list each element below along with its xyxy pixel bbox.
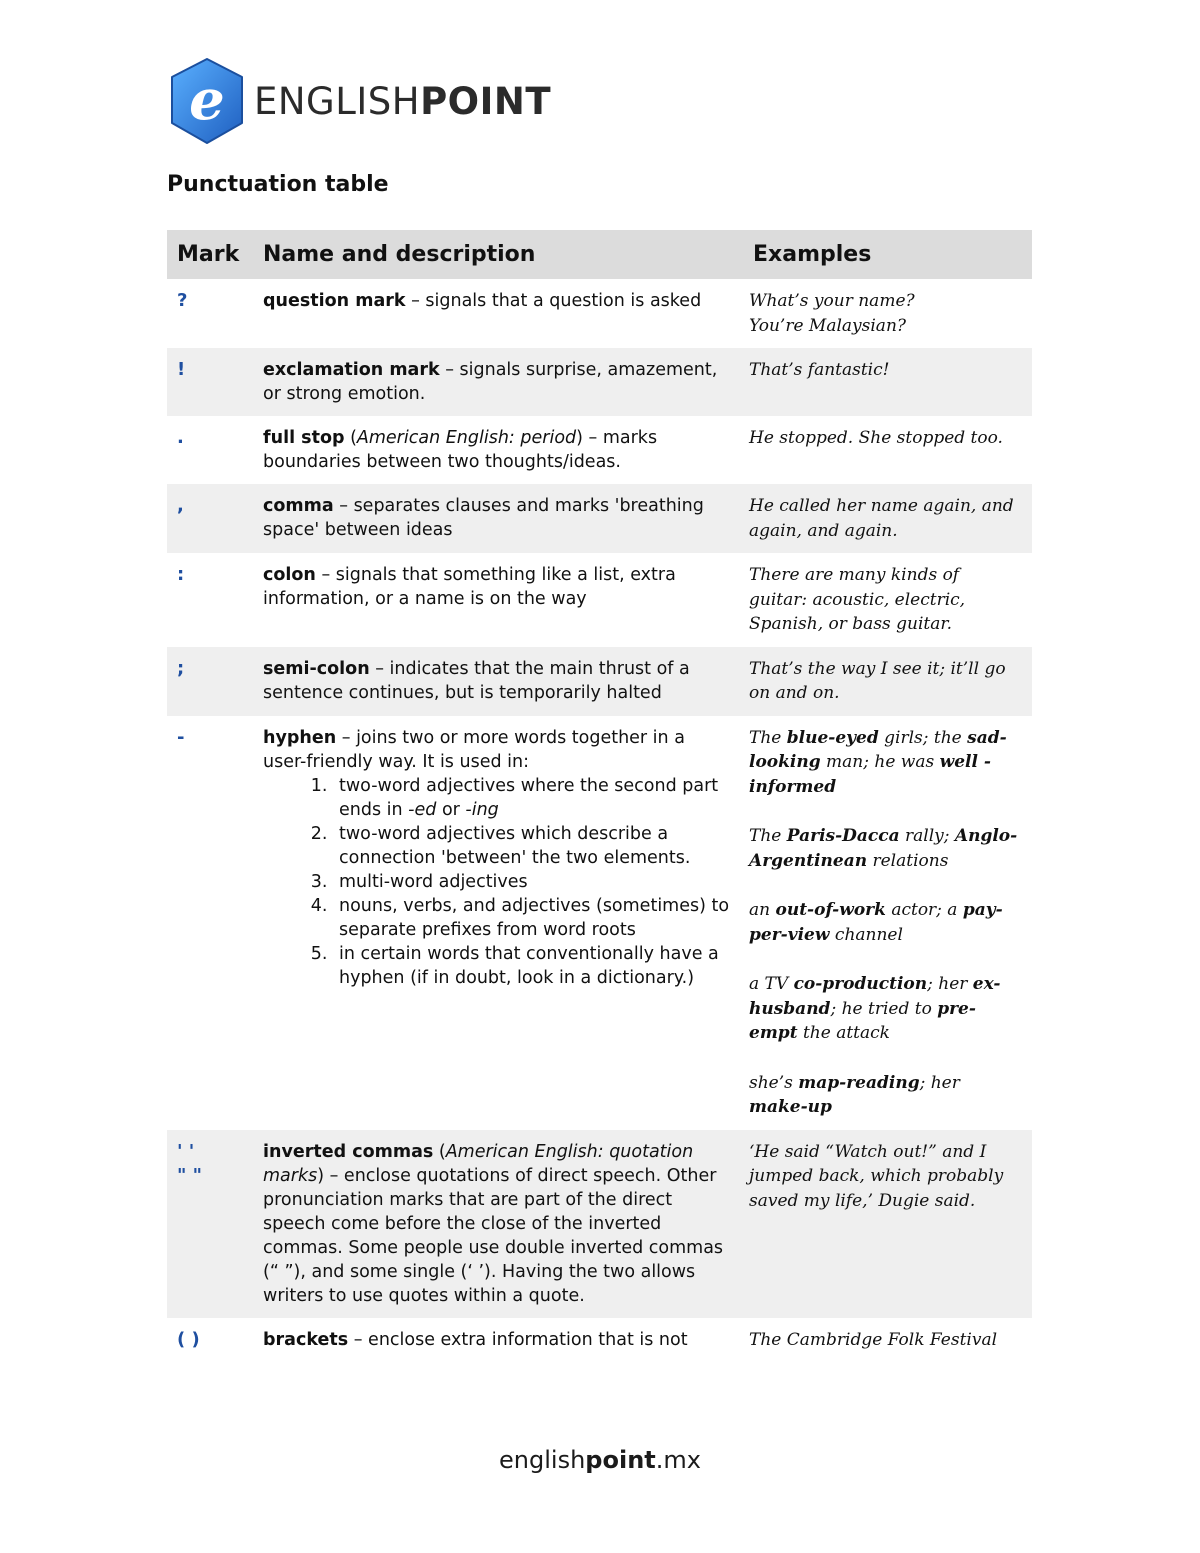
example-bold: blue-eyed [786,727,879,748]
description-text: – enclose extra information that is not [348,1329,688,1350]
description-cell [253,484,743,553]
examples-cell [743,716,1032,1130]
brand-name-light: ENGLISH [254,79,421,123]
example-bold: pay-per-view [749,900,1003,945]
mark-cell: : [177,564,185,585]
american-note: American English: quotation marks [263,1141,694,1186]
mark-cell: ( ) [177,1328,200,1350]
examples-cell [743,484,1032,553]
example-text: man; he was [820,752,940,772]
example-text: girls; the [878,727,968,748]
list-text: or [436,799,466,820]
description-cell [253,1318,743,1363]
example-text: ; her [927,974,973,994]
punctuation-table [167,230,1032,1362]
description-cell [253,647,743,716]
brand-name-bold: POINT [420,79,552,123]
example-text: she’s [749,1072,799,1093]
term: brackets [263,1329,349,1350]
header-description: Name and description [253,230,743,279]
description-cell [253,279,743,348]
description-text: – separates clauses and marks 'breathing space' between ideas [263,496,704,540]
example-bold: Paris-Dacca [786,826,900,846]
englishpoint-logo-icon [168,57,246,145]
list-item [333,774,733,822]
description-text: – signals surprise, amazement, or strong emotion. [263,360,718,404]
mark-cell: . [177,427,184,448]
table-row-semi-colon [167,647,1032,716]
term: question mark [263,291,406,311]
header-mark: Mark [167,230,253,279]
description-text: ) – enclose quotations of direct speech. Other pronunciation marks that are part of the direct speech come before the close of the inverted commas. Some people use double inverted commas (“ ”), and some single (‘ ’). Having the two allows writers to use quotes within a quote. [263,1165,724,1306]
example: What’s your name? [749,291,915,311]
table-row-question-mark [167,279,1032,348]
term: hyphen [263,727,337,748]
table-header-row [167,230,1032,279]
table-row-colon [167,553,1032,647]
example-text: relations [867,850,949,871]
table-row-exclamation-mark [167,348,1032,416]
table-row-brackets [167,1318,1032,1363]
description-cell [253,416,743,484]
example-bold: map-reading [798,1072,920,1093]
example-bold: out-of-work [775,900,886,920]
example: ‘He said “Watch out!” and I jumped back, which probably saved my life,’ Dugie said. [749,1141,1004,1211]
mark-cell: ? [177,290,188,311]
examples-cell [743,279,1032,348]
description-text: – joins two or more words together in a user-friendly way. It is used in: [263,727,685,772]
example: There are many kinds of guitar: acoustic, electric, Spanish, or bass guitar. [749,565,966,634]
example-text: a TV [749,974,794,994]
example-block [749,726,1022,800]
page-title: Punctuation table [167,172,389,197]
examples-cell [743,348,1032,416]
footer-bold: point [585,1446,656,1474]
description-text: – signals that a question is asked [405,291,702,311]
example-block [749,824,1022,873]
brand-name [254,80,551,123]
mark-cell [167,1130,253,1318]
example: He stopped. She stopped too. [749,428,1003,448]
description-cell [253,716,743,1130]
example-block [749,1071,1022,1120]
list-italic: -ing [465,799,499,820]
examples-cell [743,553,1032,647]
term: full stop [263,428,345,448]
mark-double-quotes: " " [177,1164,203,1186]
example-text: The [749,826,787,846]
mark-cell: ! [167,348,253,416]
term: comma [263,496,334,516]
footer-light: english [499,1446,586,1474]
description-cell [253,348,743,416]
example-bold: ex-husband [749,974,1001,1019]
list-item: 5. in certain words that conventionally have a hyphen (if in doubt, look in a dictionary.) [333,942,733,990]
list-item: 2. two-word adjectives which describe a connection 'between' the two elements. [333,822,733,870]
description-text: – signals that something like a list, extra information, or a name is on the way [263,565,676,609]
description-pre: ( [344,428,357,448]
term: inverted commas [263,1141,434,1162]
list-text: two-word adjectives where the second part ends in [339,775,719,820]
example-text: the attack [797,1023,890,1043]
example-bold: make-up [749,1097,832,1117]
footer-tail: .mx [655,1446,701,1474]
table-row-comma [167,484,1032,553]
mark-single-quotes: ' ' [177,1140,195,1162]
footer-website [0,1446,1200,1474]
examples-cell [743,647,1032,716]
list-item: 3. multi-word adjectives [333,870,733,894]
brand-logo [168,56,551,146]
example: He called her name again, and again, and again. [749,496,1014,541]
description-pre: ( [433,1141,446,1162]
examples-cell [743,1318,1032,1363]
example-text: actor; a [885,900,963,920]
example-text: channel [829,924,903,945]
description-text: – indicates that the main thrust of a sentence continues, but is temporarily halted [263,658,690,703]
hyphen-usage-list [263,774,733,990]
mark-cell: , [167,484,253,553]
example-bold: Anglo-Argentinean [749,826,1018,871]
description-cell [253,1130,743,1318]
example-text: ; her [919,1072,960,1093]
example-bold: well -informed [749,752,991,797]
example: That’s the way I see it; it’ll go on and on. [749,658,1006,703]
example-text: rally; [899,826,955,846]
term: semi-colon [263,658,370,679]
example-bold: sad-looking [749,727,1007,772]
description-cell [253,553,743,647]
table-row-full-stop [167,416,1032,484]
table-row-inverted-commas [167,1130,1032,1318]
term: colon [263,565,316,585]
table-row-hyphen [167,716,1032,1130]
description-text: ) – marks boundaries between two thoughts/ideas. [263,428,658,472]
mark-cell: ; [167,647,253,716]
example-text: The [749,727,787,748]
example-text: ; he tried to [830,998,938,1019]
example-bold: co-production [793,974,928,994]
list-italic: -ed [408,799,437,820]
mark-cell: - [177,726,185,748]
example-block [749,898,1022,947]
example: You’re Malaysian? [749,315,907,336]
logo-letter: e [189,67,225,133]
american-note: American English: period [356,428,577,448]
example: That’s fantastic! [749,360,890,380]
example-block [749,972,1022,1046]
header-examples: Examples [743,230,1032,279]
example-text: an [749,900,776,920]
term: exclamation mark [263,360,440,380]
example: The Cambridge Folk Festival [749,1329,998,1350]
examples-cell [743,416,1032,484]
examples-cell [743,1130,1032,1318]
list-item: 4. nouns, verbs, and adjectives (sometimes) to separate prefixes from word roots [333,894,733,942]
example-bold: pre-empt [749,998,976,1043]
